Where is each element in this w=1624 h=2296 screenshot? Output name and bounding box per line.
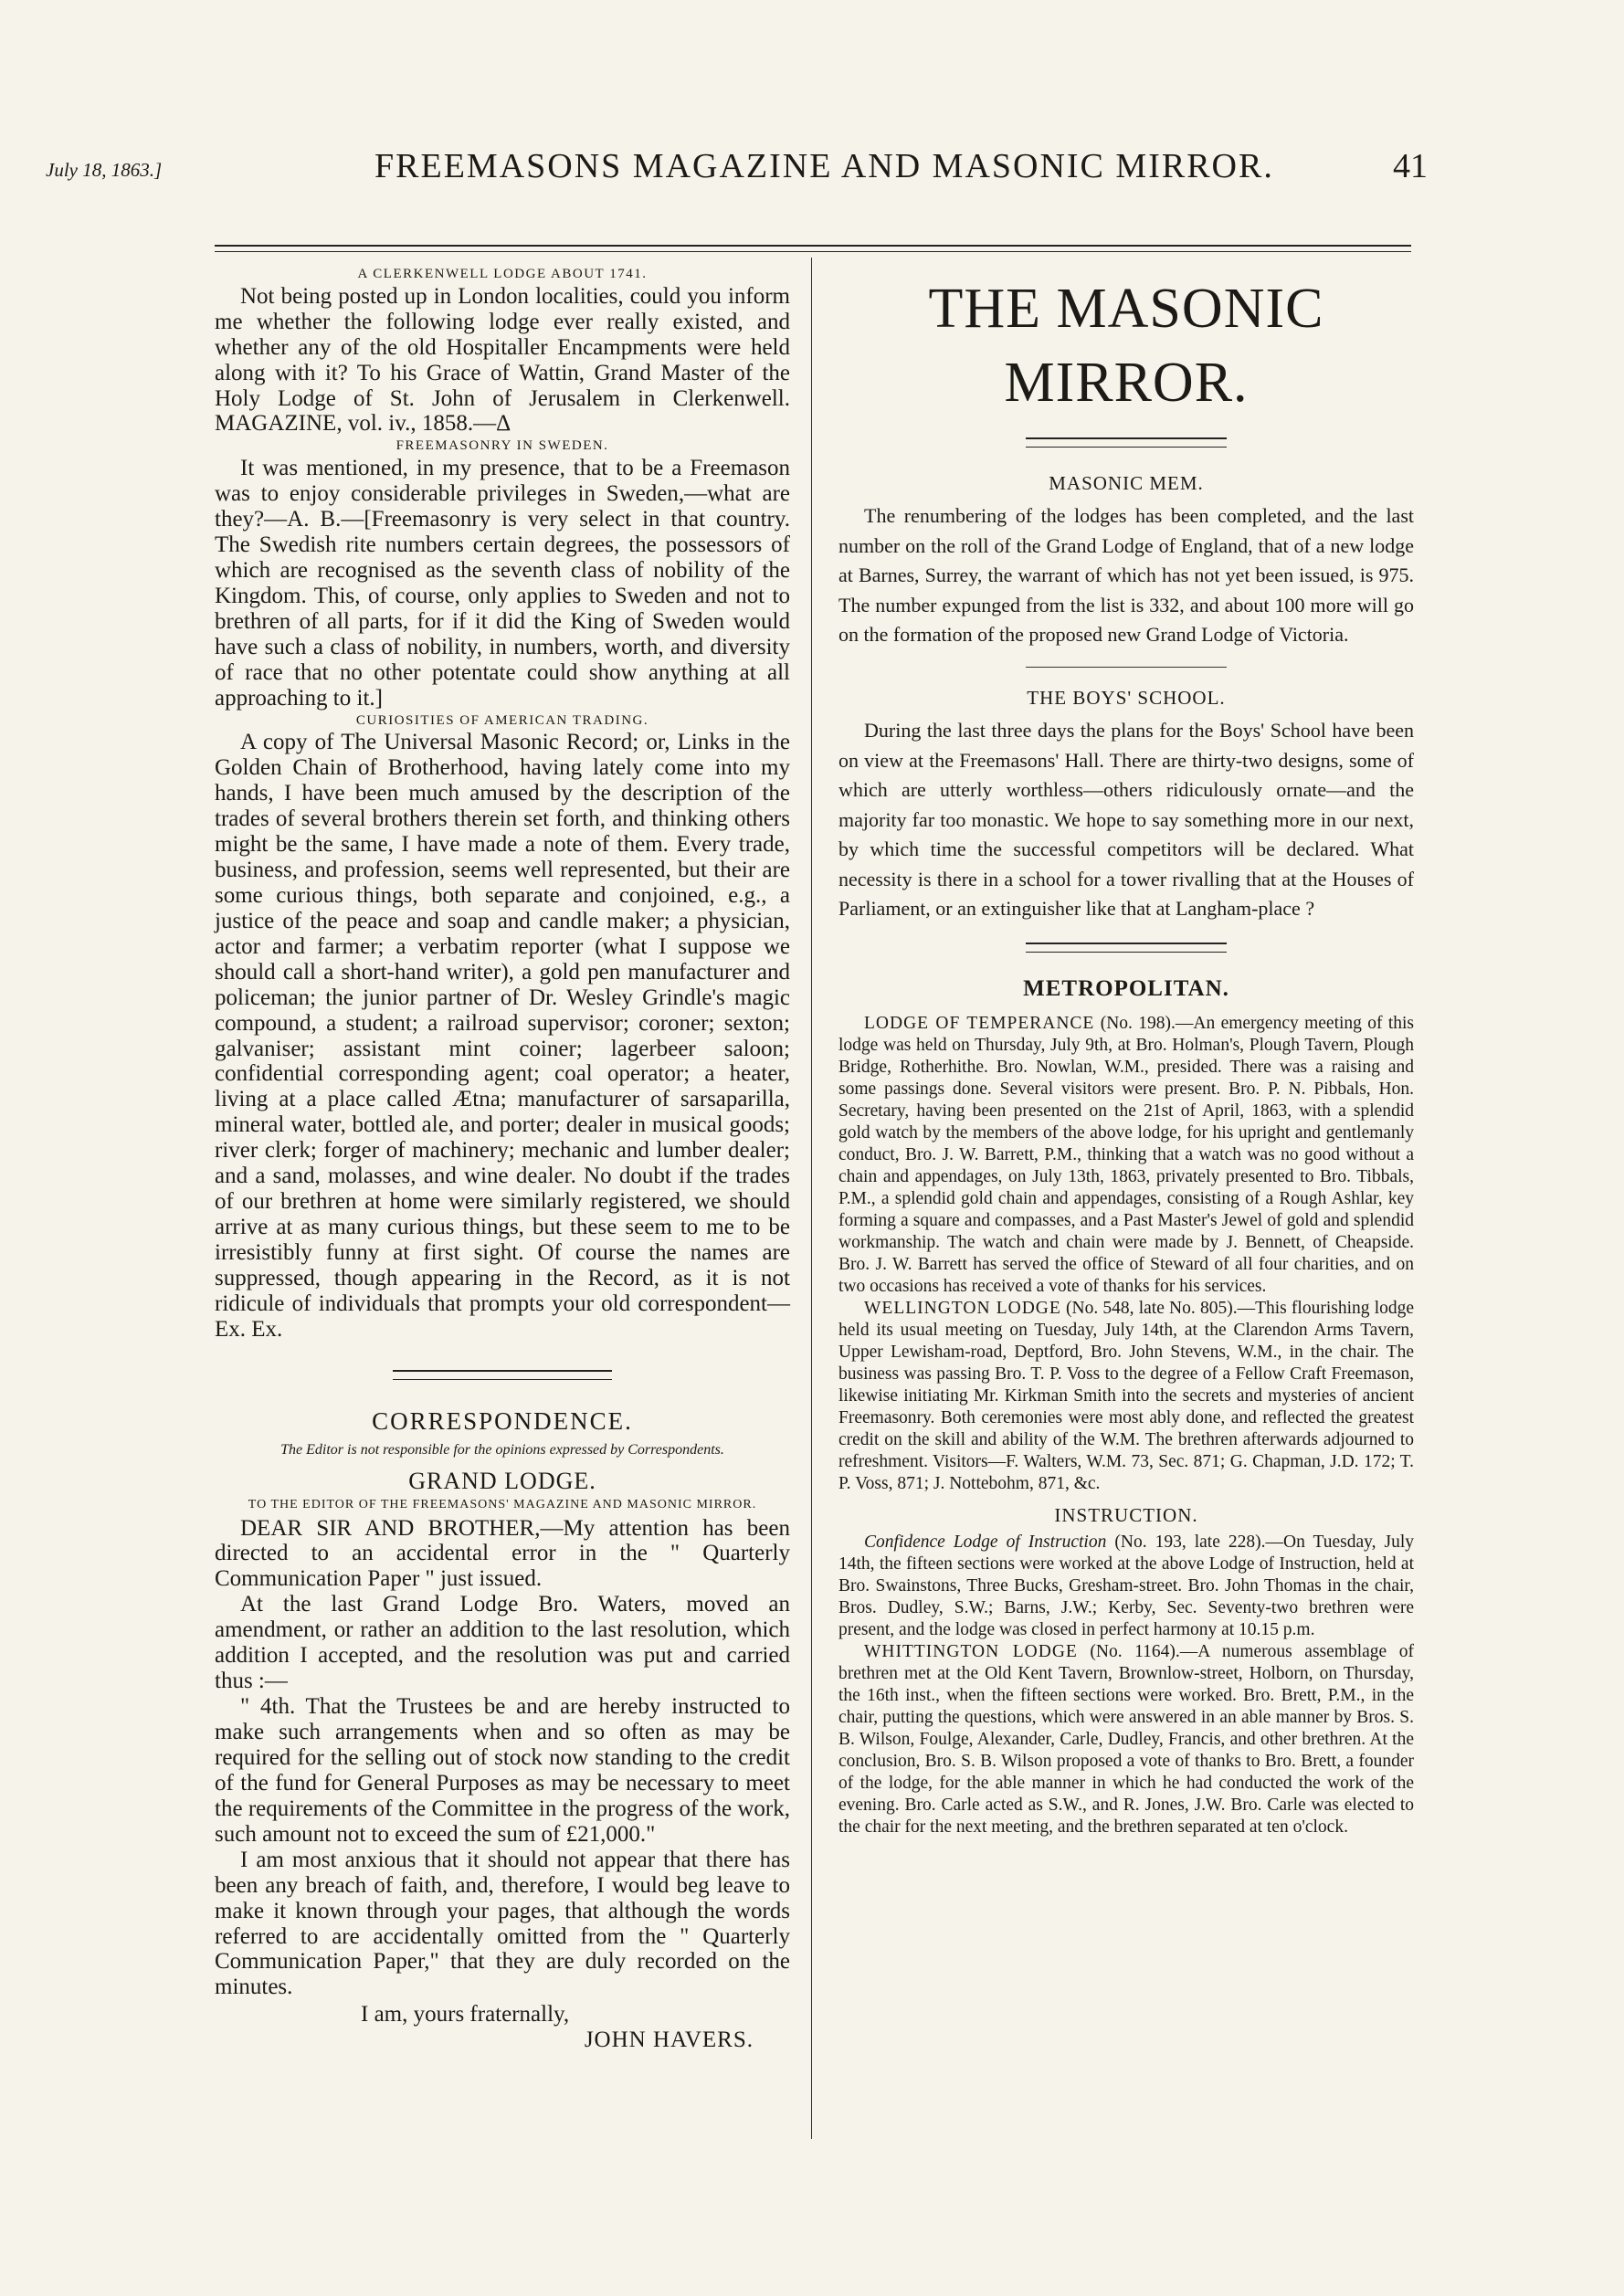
section-divider: [1026, 943, 1227, 953]
clerkenwell-text: Not being posted up in London localities, could you inform me whether the following lodge ever really existed, and whether any of the old Hospitaller Encampments were held along with it? To his Grace of Wattin, Grand Master of the Holy Lodge of St. John of Jerusalem in Clerkenwell. MAGAZINE, vol. iv., 1858.—Δ: [215, 283, 790, 437]
temperance-entry: [838, 1013, 1414, 1298]
section-divider: [1026, 437, 1227, 448]
whittington-text: (No. 1164).—A numerous assemblage of brethren met at the Old Kent Tavern, Brownlow-street, Holborn, on Thursday, the 16th inst., when the fifteen sections were worked. Bro. Brett, P.M., in the chair, putting the questions, which were answered in an able manner by Bros. S. B. Wilson, Foulge, Alexander, Carle, Dudley, Francis, and other brethren. At the conclusion, Bro. S. B. Wilson proposed a vote of thanks to Bro. Brett, a founder of the lodge, for the able manner in which he had conducted the work of the evening. Bro. Carle acted as S.W., and R. Jones, J.W. Bro. Carle was elected to the chair for the next meeting, and the brethren separated at ten o'clock.: [838, 1641, 1414, 1837]
clerkenwell-heading: A CLERKENWELL LODGE ABOUT 1741.: [357, 267, 648, 281]
editor-note: The Editor is not responsible for the opinions expressed by Correspondents.: [280, 1441, 724, 1458]
header-rule: [215, 245, 1411, 247]
to-editor-line: TO THE EDITOR OF THE FREEMASONS' MAGAZINE AND MASONIC MIRROR.: [248, 1497, 757, 1511]
page-header: [46, 139, 1428, 194]
masthead-title: FREEMASONS MAGAZINE AND MASONIC MIRROR.: [374, 147, 1274, 185]
masonic-mirror-title: THE MASONIC MIRROR.: [928, 278, 1324, 414]
letter-paragraph-1: DEAR SIR AND BROTHER,—My attention has been directed to an accidental error in the " Quarterly Communication Paper " just issued.: [215, 1515, 790, 1592]
letter-signoff: I am, yours fraternally,: [361, 2002, 570, 2027]
wellington-entry: [838, 1298, 1414, 1495]
whittington-lead: WHITTINGTON LODGE: [864, 1641, 1078, 1661]
left-column: [215, 265, 790, 2183]
metropolitan-heading: METROPOLITAN.: [1023, 975, 1229, 1001]
right-column: [838, 265, 1414, 2183]
wellington-text: (No. 548, late No. 805).—This flourishing lodge held its usual meeting on Tuesday, July 14th, at the Clarendon Arms Tavern, Upper Lewisham-road, Deptford, Bro. John Stevens, W.M., in the chair. The business was passing Bro. T. P. Voss to the degree of a Fellow Craft Freemason, likewise initiating Mr. Kirkman Smith into the secrets and mysteries of ancient Freemasonry. Both ceremonies were most ably done, and reflected the greatest credit on the skill and ability of the W.M. The brethren afterwards adjourned to refreshment. Visitors—F. Walters, W.M. 73, Sec. 871; G. Chapman, J.D. 172; T. P. Voss, 871; J. Nottebohm, 871, &c.: [838, 1299, 1415, 1494]
boys-school-text: During the last three days the plans for the Boys' School have been on view at the Freemasons' Hall. There are thirty-two designs, some of which are utterly worthless—others ridiculously ornate—and the majority far too monastic. We hope to say something more in our next, by which time the successful competitors will be declared. What necessity is there in a school for a tower rivalling that at the Houses of Parliament, or an extinguisher like that at Langham-place ?: [838, 719, 1414, 921]
section-divider: [393, 1370, 612, 1380]
wellington-lead: WELLINGTON LODGE: [864, 1299, 1061, 1319]
letter-signature: JOHN HAVERS.: [584, 2027, 754, 2053]
confidence-entry: [838, 1532, 1414, 1641]
letter-paragraph-2: At the last Grand Lodge Bro. Waters, moved an amendment, or rather an addition to the last resolution, which addition I accepted, and the resolution was put and carried thus :—: [215, 1592, 790, 1694]
section-divider: [1026, 667, 1227, 668]
sweden-heading: FREEMASONRY IN SWEDEN.: [395, 438, 609, 454]
whittington-entry: [838, 1641, 1414, 1838]
instruction-heading: INSTRUCTION.: [1054, 1504, 1198, 1527]
confidence-text: (No. 193, late 228).—On Tuesday, July 14th, the fifteen sections were worked at the above Lodge of Instruction, held at Bro. Swainstons, Three Bucks, Gresham-street. Bro. John Thomas in the chair, Bros. Dudley, S.W.; Barns, J.W.; Kerby, Sec. Seventy-two brethren were present, and the lodge was closed in perfect harmony at 10.15 p.m.: [838, 1532, 1415, 1639]
trading-text: A copy of The Universal Masonic Record; or, Links in the Golden Chain of Brotherhood, having lately come into my hands, I have been much amused by the description of the trades of several brothers therein set forth, and thinking others might be the same, I have made a note of them. Every trade, business, and profession, seems well represented, but their are some curious things, both separate and conjoined, e.g., a justice of the peace and soap and candle maker; a physician, actor and farmer; a verbatim reporter (what I suppose we should call a short-hand writer), a gold pen manufacturer and policeman; the junior partner of Dr. Wesley Grindle's magic compound, a student; a railroad supervisor; coroner; sexton; galvaniser; assistant mint coiner; lagerbeer saloon; confidential corresponding agent; coal operator; a heater, living at a place called Ætna; manufacturer of sarsaparilla, mineral water, bottled ale, and porter; dealer in musical goods; river clerk; forger of machinery; mechanic and lumber dealer; and a sand, molasses, and wine dealer. No doubt if the trades of our brethren at home were similarly registered, we should arrive at as many curious things, but these seem to me to be irresistibly funny at first sight. Of course the names are suppressed, though appearing in the Record, as it is not ridicule of individuals that prompts your old correspondent—Ex. Ex.: [215, 730, 790, 1342]
page-number: 41: [1393, 147, 1428, 185]
temperance-text: (No. 198).—An emergency meeting of this lodge was held on Thursday, July 9th, at Bro. Holman's, Plough Tavern, Plough Bridge, Rotherhithe. Bro. Nowlan, W.M., presided. There was a raising and some passings done. Several visitors were present. Bro. P. N. Pibbals, Hon. Secretary, having been presented on the 21st of April, 1863, with a splendid gold watch by the members of the above lodge, for his upright and gentlemanly conduct, Bro. J. W. Barrett, P.M., thinking that a watch was no good without a chain and appendages, on July 13th, 1863, privately presented to Bro. Tibbals, P.M., a splendid gold chain and appendages, consisting of a Rough Ashlar, key forming a square and compasses, and a Past Master's Jewel of gold and splendid workmanship. The watch and chain were made by J. Bennett, of Cheapside. Bro. J. W. Barrett has served the office of Steward of all four charities, and on two occasions has received a vote of thanks for his services.: [838, 1014, 1415, 1297]
trading-heading: CURIOSITIES OF AMERICAN TRADING.: [355, 712, 649, 728]
confidence-lead: Confidence Lodge of Instruction: [864, 1532, 1107, 1552]
header-rule-thin: [215, 251, 1411, 252]
letter-paragraph-3: " 4th. That the Trustees be and are hereby instructed to make such arrangements when and so often as may be required for the selling out of stock now standing to the credit of the fund for General Purposes as may be necessary to meet the requirements of the Committee in the progress of the work, such amount not to exceed the sum of £21,000.": [215, 1694, 790, 1847]
letter-paragraph-4: I am most anxious that it should not appear that there has been any breach of faith, and, therefore, I would beg leave to make it known through your pages, that although the words referred to are accidentally omitted from the " Quarterly Communication Paper," that they are duly recorded on the minutes.: [215, 1847, 790, 2000]
issue-date: July 18, 1863.]: [46, 159, 163, 181]
temperance-lead: LODGE OF TEMPERANCE: [864, 1014, 1095, 1034]
column-divider: [811, 258, 812, 2139]
grand-lodge-heading: GRAND LODGE.: [408, 1467, 596, 1494]
sweden-text: It was mentioned, in my presence, that to be a Freemason was to enjoy considerable privileges in Sweden,—what are they?—A. B.—[Freemasonry is very select in that country. The Swedish rite numbers certain degrees, the possessors of which are recognised as the seventh class of nobility of the Kingdom. This, of course, only applies to Sweden and not to brethren of all parts, for if it did the King of Sweden would have such a class of nobility, in numbers, worth, and diversity of race that no other potentate could show anything at all approaching to it.]: [215, 456, 790, 711]
mem-text: The renumbering of the lodges has been completed, and the last number on the roll of the Grand Lodge of England, that of a new lodge at Barnes, Surrey, the warrant of which has not yet been issued, is 975. The number expunged from the list is 332, and about 100 more will go on the formation of the proposed new Grand Lodge of Victoria.: [838, 504, 1414, 647]
mem-heading: MASONIC MEM.: [1049, 472, 1204, 495]
correspondence-heading: CORRESPONDENCE.: [372, 1406, 633, 1435]
boys-school-heading: THE BOYS' SCHOOL.: [1027, 687, 1226, 709]
